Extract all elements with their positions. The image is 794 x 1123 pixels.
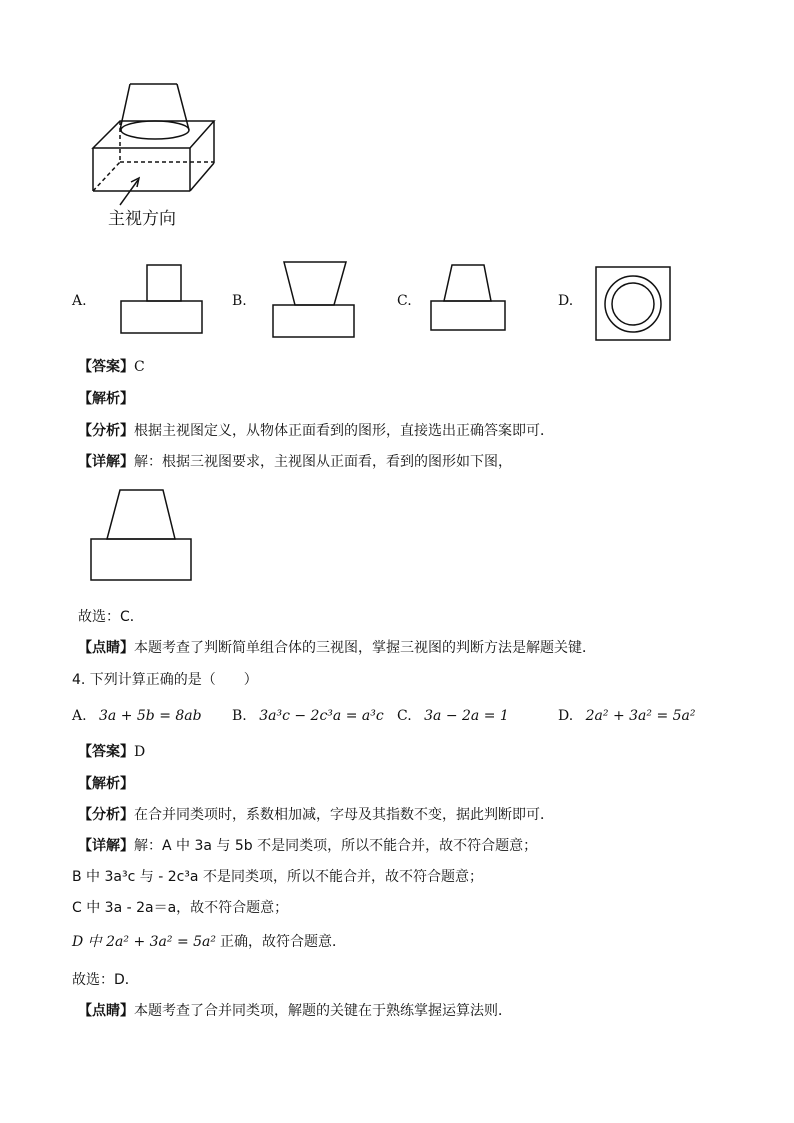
q4-xiangjie-line1: 解：A 中 3a 与 5b 不是同类项，所以不能合并，故不符合题意； [134,838,538,854]
q4-option-c-expr: 3a − 2a = 1 [424,708,509,724]
q4-option-c-label: C. [397,708,412,724]
q4-line4-expr: D 中 2a² + 3a² = 5a² [72,934,216,950]
q4-choose: 故选：D． [72,972,139,988]
q4-xiangjie-line [78,836,537,856]
q4-option-c [397,706,509,726]
q4-fenxi-line [78,805,554,825]
q4-answer-tag: 【答案】 [78,744,134,760]
q3-option-b-label: B. [232,293,247,309]
q3-dianjing-tag: 【点睛】 [78,640,134,656]
q4-xiangjie-line2: B 中 3a³c 与 - 2c³a 不是同类项，所以不能合并，故不符合题意； [72,869,483,885]
q4-option-d-label: D. [558,708,574,724]
q4-option-d-expr: 2a² + 3a² = 5a² [585,708,696,724]
q3-answer-tag: 【答案】 [78,359,134,375]
q4-option-b-label: B. [232,708,247,724]
q4-xiangjie-line3: C 中 3a - 2a＝a，故不符合题意； [72,900,289,916]
q3-option-d-label: D. [558,293,574,309]
q4-option-b-expr: 3a³c − 2c³a = a³c [259,708,384,724]
q4-xiangjie-tag: 【详解】 [78,838,134,854]
q3-option-a-label: A. [72,293,87,309]
q4-xiangjie-line4 [72,932,346,952]
q3-analysis-tag: 【解析】 [78,391,134,407]
q4-dianjing-text: 本题考查了合并同类项，解题的关键在于熟练掌握运算法则． [134,1003,512,1019]
q4-dianjing-line [78,1001,512,1021]
q4-option-a-expr: 3a + 5b = 8ab [99,708,202,724]
q4-dianjing-tag: 【点睛】 [78,1003,134,1019]
q4-line4-text: 正确，故符合题意． [220,934,346,950]
q4-fenxi-tag: 【分析】 [78,807,134,823]
q3-xiangjie-text: 解：根据三视图要求，主视图从正面看，看到的图形如下图， [134,454,512,470]
q3-choose: 故选：C． [78,609,144,625]
q4-option-d [558,706,696,726]
view-direction-caption: 主视方向 [108,209,176,229]
q4-option-b [232,706,384,726]
q4-answer-line [78,742,145,762]
q3-answer-value: C [134,359,145,375]
q3-option-c-label: C. [397,293,412,309]
q3-dianjing-line [78,638,596,658]
q4-answer-value: D [134,744,146,760]
q4-stem: 4. 下列计算正确的是（ ） [72,672,258,688]
q4-option-a-label: A. [72,708,87,724]
q4-fenxi-text: 在合并同类项时，系数相加减，字母及其指数不变，据此判断即可． [134,807,554,823]
q4-option-a [72,706,202,726]
q3-dianjing-text: 本题考查了判断简单组合体的三视图，掌握三视图的判断方法是解题关键． [134,640,596,656]
q3-fenxi-tag: 【分析】 [78,423,134,439]
q3-xiangjie-tag: 【详解】 [78,454,134,470]
q4-analysis-tag: 【解析】 [78,776,134,792]
q3-fenxi-text: 根据主视图定义，从物体正面看到的图形，直接选出正确答案即可． [134,423,554,439]
